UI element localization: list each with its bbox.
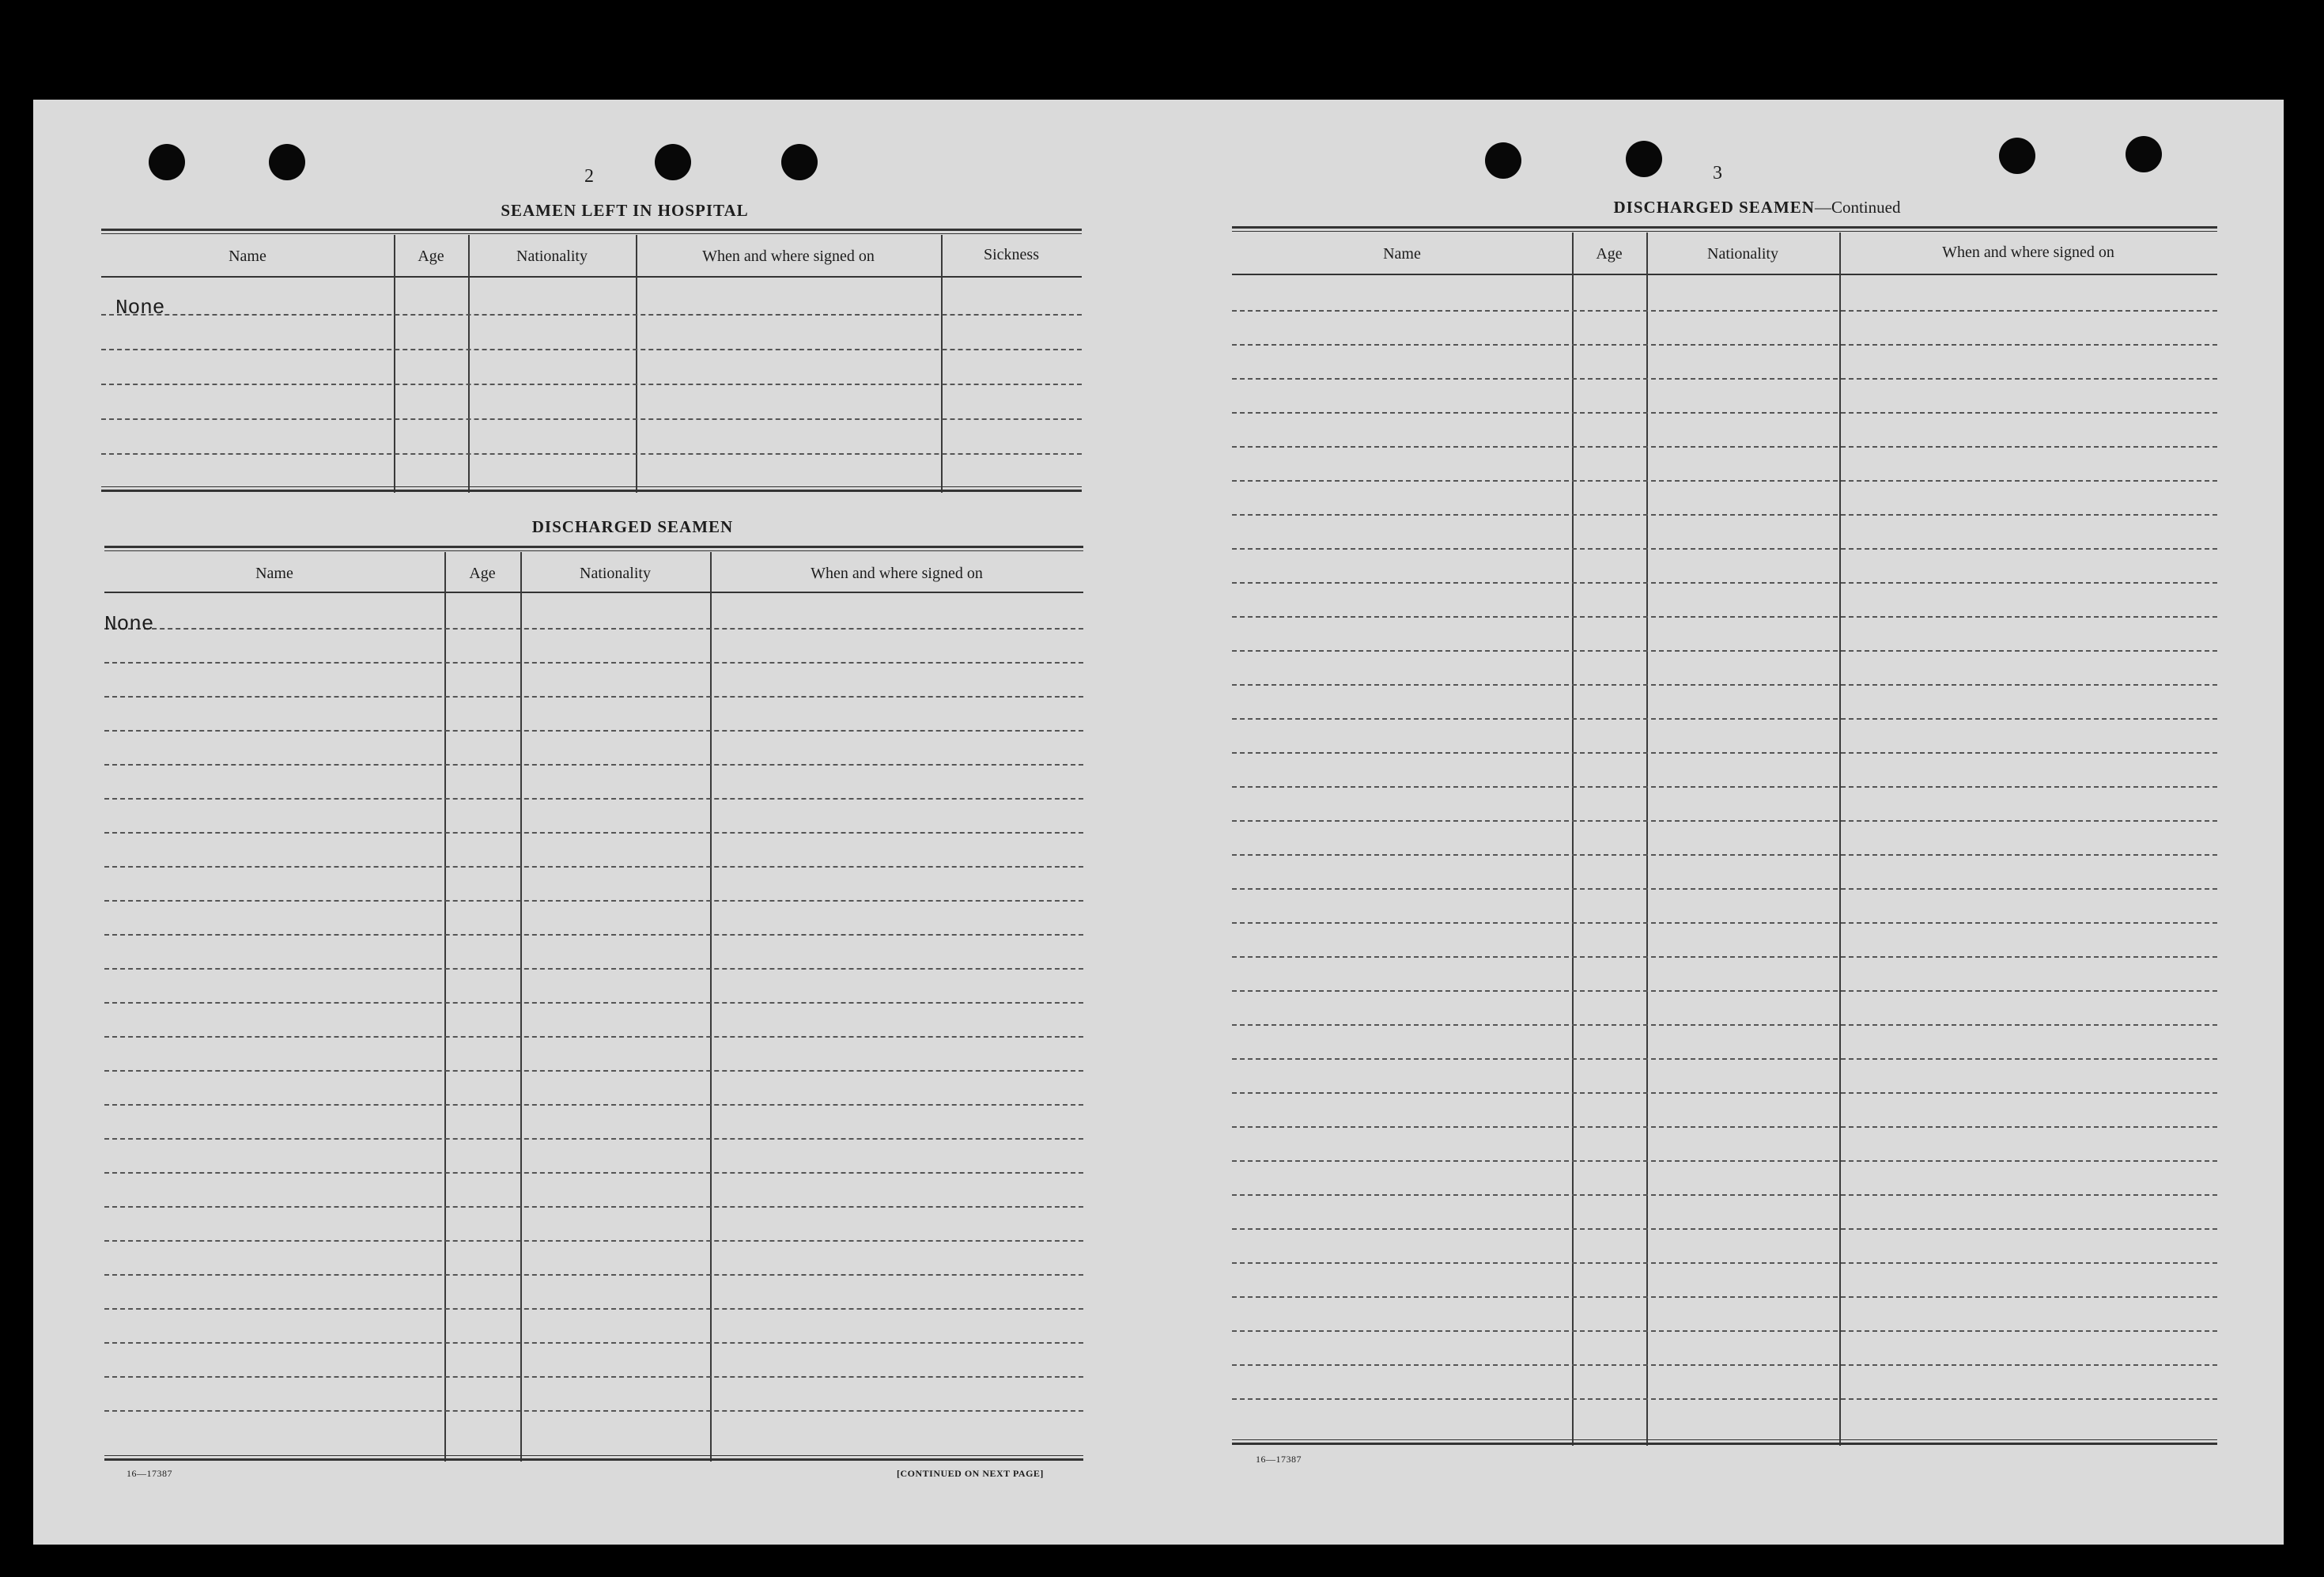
punch-hole — [149, 144, 185, 180]
column-header-age: Age — [469, 565, 496, 582]
column-header-name: Name — [1383, 245, 1421, 263]
discharged-title: DISCHARGED SEAMEN — [531, 517, 734, 536]
discharged-continued-table — [1232, 226, 2217, 1449]
punch-hole — [1626, 141, 1662, 177]
punch-hole — [655, 144, 691, 180]
hospital-table — [101, 229, 1082, 494]
column-header-nationality: Nationality — [516, 248, 588, 265]
column-header-age: Age — [1596, 245, 1623, 263]
column-header-when-where: When and where signed on — [702, 248, 875, 265]
column-header-name: Name — [255, 565, 293, 582]
page-number: 3 — [1713, 163, 1722, 183]
hospital-entry: None — [115, 296, 165, 320]
discharged-continued-title-suffix: —Continued — [1814, 198, 1901, 217]
discharged-continued-title — [1441, 198, 2073, 217]
form-sheet — [33, 100, 2284, 1545]
punch-hole — [1999, 138, 2035, 174]
punch-hole — [269, 144, 305, 180]
hospital-title: SEAMEN LEFT IN HOSPITAL — [501, 201, 749, 220]
punch-hole — [781, 144, 818, 180]
form-number: 16—17387 — [127, 1468, 172, 1479]
discharged-table — [104, 546, 1083, 1465]
punch-hole — [2126, 136, 2162, 172]
column-header-when-where: When and where signed on — [811, 565, 983, 582]
column-header-nationality: Nationality — [1707, 245, 1778, 263]
punch-hole — [1485, 142, 1521, 179]
column-header-nationality: Nationality — [580, 565, 651, 582]
form-number: 16—17387 — [1256, 1454, 1302, 1465]
discharged-entry: None — [104, 612, 154, 636]
column-header-when-where: When and where signed on — [1942, 244, 2114, 261]
page-number: 2 — [584, 166, 594, 187]
continued-note: [CONTINUED ON NEXT PAGE] — [897, 1468, 1044, 1479]
column-header-name: Name — [229, 248, 266, 265]
column-header-sickness: Sickness — [984, 246, 1039, 263]
column-header-age: Age — [418, 248, 444, 265]
discharged-continued-title-main: DISCHARGED SEAMEN — [1613, 198, 1815, 217]
